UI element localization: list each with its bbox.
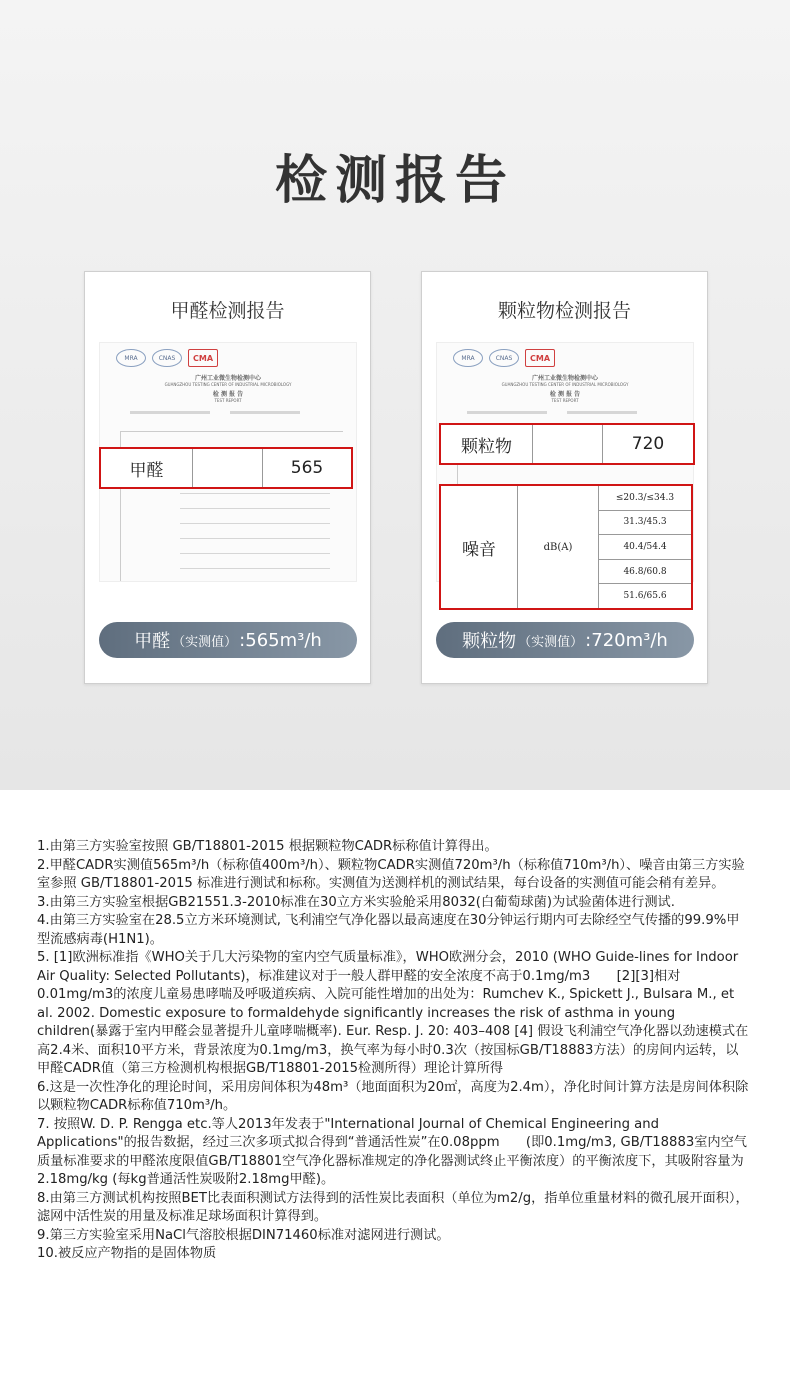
- lab-name-cn: 广州工业微生物检测中心: [531, 375, 598, 382]
- highlight-value: 720: [631, 434, 665, 454]
- cma-logo: CMA: [188, 349, 218, 367]
- page-title: 检测报告: [274, 151, 515, 211]
- pill-value: :720m³/h: [585, 629, 668, 651]
- doc-table-line: [180, 493, 330, 494]
- formaldehyde-highlight-row: [99, 447, 353, 489]
- footnote: 7. 按照W. D. P. Rengga etc.等人2013年发表于"International Journal of Chemical Engineering and Applications"的报告数据，经过三次多项式拟合得到“普通活性炭”在0.08ppm (即0.1mg/m3, GB/T18883室内空气质量标准要求的甲醛浓度限值GB/T18801空气净化器标准规定的净化器测试终止平衡浓度）的平衡浓度下，其吸附容量为2.18mg/kg (每kg普通活性炭吸附2.18mg甲醛)。: [37, 1116, 747, 1187]
- footnote: 9.第三方实验室采用NaCl气溶胶根据DIN71460标准对滤网进行测试。: [37, 1227, 450, 1243]
- noise-value: ≤20.3/≤34.3: [599, 486, 691, 511]
- pill-value: :565m³/h: [239, 629, 322, 651]
- footnote: 8.由第三方测试机构按照BET比表面积测试方法得到的活性炭比表面积（单位为m2/g，指单位重量材料的微孔展开面积），滤网中活性炭的用量及标准足球场面积计算得到。: [37, 1190, 749, 1224]
- ilac-mra-logo: MRA: [453, 349, 483, 367]
- doc-text-line: [130, 411, 210, 414]
- formaldehyde-report-card: [84, 271, 371, 684]
- noise-highlight-table: [439, 484, 693, 610]
- noise-unit: dB(A): [518, 486, 599, 608]
- doc-table-line: [180, 568, 330, 569]
- doc-table-line: [180, 523, 330, 524]
- lab-name-en: GUANGZHOU TESTING CENTER OF INDUSTRIAL MICROBIOLOGY: [164, 382, 292, 387]
- footnote: 5. [1]欧洲标准指《WHO关于几大污染物的室内空气质量标准》，WHO欧洲分会，2010 (WHO Guide-lines for Indoor Air Quality: Selected Pollutants)，标准建议对于一般人群甲醛的安全浓度不高于0.1mg/m3 [2][3]相对0.01mg/m3的浓度儿童易患哮喘及呼吸道疾病、入院可能性增加的出处为：Rumchev K., Spickett J., Bulsara M., et al. 2002. Domestic exposure to formaldehyde significantly increases the risk of asthma in young children(暴露于室内甲醛会显著提升儿童哮喘概率). Eur. Resp. J. 20: 403–408 [4] 假设飞利浦空气净化器以劲速模式在高2.4米、面积10平方米，背景浓度为0.1mg/m3，换气率为每小时0.3次（按国标GB/T18883方法）的房间内运转，以甲醛CADR值（第三方检测机构根据GB/T18801-2015检测所得）理论计算所得: [37, 950, 749, 1076]
- footnotes: [37, 838, 749, 1264]
- cnas-logo: CNAS: [152, 349, 182, 367]
- doc-text-line: [467, 411, 547, 414]
- particulate-highlight-row: [439, 423, 695, 465]
- report-title-en: TEST REPORT: [214, 398, 242, 403]
- certification-logos: [453, 349, 555, 369]
- formaldehyde-result-pill: [99, 622, 357, 658]
- doc-table-line: [180, 553, 330, 554]
- lab-name-cn: 广州工业微生物检测中心: [194, 375, 261, 382]
- particulate-result-pill: [436, 622, 694, 658]
- footnote: 6.这是一次性净化的理论时间，采用房间体积为48m³（地面面积为20㎡，高度为2.4m），净化时间计算方法是房间体积除以颗粒物CADR标称值710m³/h。: [37, 1079, 749, 1113]
- highlight-value: 565: [290, 458, 324, 478]
- pill-main: 颗粒物: [462, 631, 517, 652]
- doc-table-line: [180, 508, 330, 509]
- footnote: 4.由第三方实验室在28.5立方米环境测试, 飞利浦空气净化器以最高速度在30分钟运行期内可去除经空气传播的99.9%甲型流感病毒(H1N1)。: [37, 913, 740, 947]
- report-title-cn: 检 测 报 告: [549, 391, 581, 398]
- footnote: 3.由第三方实验室根据GB21551.3-2010标准在30立方米实验舱采用8032(白葡萄球菌)为试验菌体进行测试.: [37, 894, 675, 910]
- highlight-empty-cell: [533, 425, 603, 463]
- doc-text-line: [230, 411, 300, 414]
- cnas-logo: CNAS: [489, 349, 519, 367]
- report-title-cn: 检 测 报 告: [212, 391, 244, 398]
- noise-value: 46.8/60.8: [599, 560, 691, 585]
- doc-table-line: [180, 538, 330, 539]
- doc-text-line: [567, 411, 637, 414]
- noise-label: 噪音: [441, 486, 518, 608]
- footnote: 10.被反应产物指的是固体物质: [37, 1246, 217, 1261]
- highlight-empty-cell: [193, 449, 263, 487]
- highlight-name: 甲醛: [101, 449, 193, 487]
- ilac-mra-logo: MRA: [116, 349, 146, 367]
- certification-logos: [116, 349, 218, 369]
- noise-value: 51.6/65.6: [623, 591, 667, 602]
- card-title: 颗粒物检测报告: [497, 300, 631, 322]
- noise-value: 40.4/54.4: [599, 535, 691, 560]
- pill-main: 甲醛: [134, 631, 171, 652]
- highlight-name: 颗粒物: [441, 425, 533, 463]
- lab-name-en: GUANGZHOU TESTING CENTER OF INDUSTRIAL MICROBIOLOGY: [501, 382, 629, 387]
- cma-logo: CMA: [525, 349, 555, 367]
- noise-value: 31.3/45.3: [599, 511, 691, 536]
- card-title: 甲醛检测报告: [170, 300, 285, 322]
- particulate-report-card: [421, 271, 708, 684]
- pill-sub: （实测值）: [518, 634, 584, 650]
- footnote: 1.由第三方实验室按照 GB/T18801-2015 根据颗粒物CADR标称值计算得出。: [37, 839, 498, 854]
- report-title-en: TEST REPORT: [551, 398, 579, 403]
- pill-sub: （实测值）: [172, 634, 238, 650]
- footnote: 2.甲醛CADR实测值565m³/h（标称值400m³/h）、颗粒物CADR实测值720m³/h（标称值710m³/h）、噪音由第三方实验室参照 GB/T18801-2015 标准进行测试和标称。实测值为送测样机的测试结果，每台设备的实测值可能会稍有差异。: [37, 857, 745, 891]
- noise-values: [599, 486, 691, 608]
